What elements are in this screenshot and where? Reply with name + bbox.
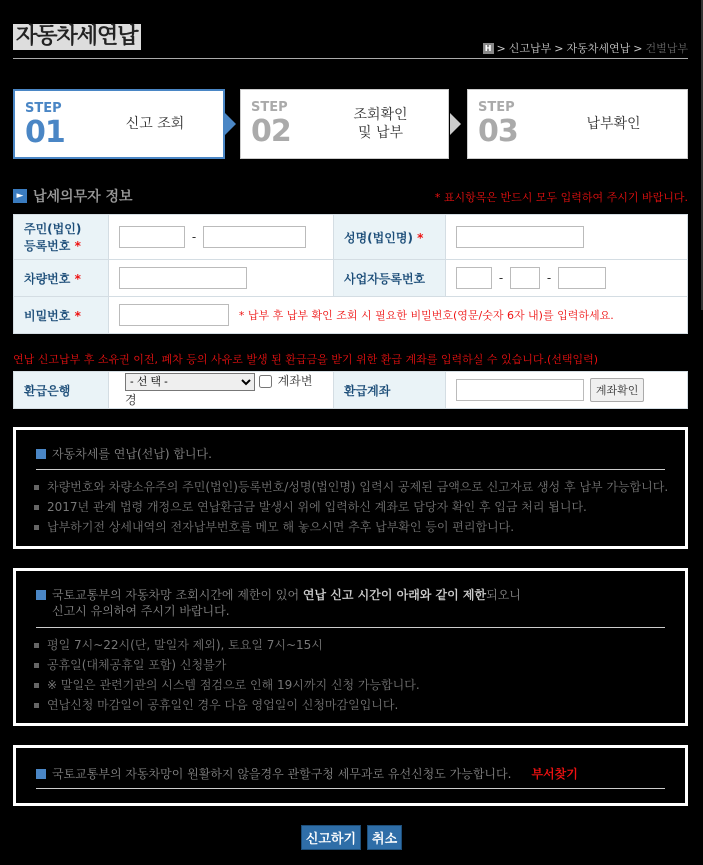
account-change-checkbox[interactable] [259,375,272,388]
account-check-button[interactable]: 계좌확인 [590,378,645,402]
name-input[interactable] [456,226,584,248]
step-number: 02 [251,114,291,149]
notice-box-1 [13,427,688,549]
step-indicator [13,89,688,159]
password-cell [109,297,688,334]
bullet-icon [34,643,39,648]
notice-box-2 [13,568,688,726]
cancel-button[interactable]: 취소 [367,825,402,850]
section-header [13,186,133,206]
step-label: 납부확인 [586,116,641,132]
biz-number-input-2[interactable] [510,267,540,289]
list-item: 공휴일(대체공휴일 포함) 신청불가 [34,655,670,675]
vehicle-number-label: 차량번호 * [14,260,109,297]
step-word: STEP [478,100,515,115]
resident-number-label: 주민(법인) 등록번호 * [14,215,109,260]
breadcrumb-item-annual[interactable]: 자동차세연납 [566,42,631,55]
refund-bank-cell [109,372,334,409]
biz-number-input-3[interactable] [558,267,606,289]
refund-account-cell [446,372,688,409]
step-number: 01 [25,115,65,150]
step-3 [467,89,688,159]
refund-account-label: 환급계좌 [334,372,446,409]
bullet-square-icon [36,769,46,779]
section-title: 납세의무자 정보 [33,189,133,205]
home-icon[interactable]: H [483,43,494,54]
vehicle-number-input[interactable] [119,267,247,289]
resident-number-front-input[interactable] [119,226,185,248]
refund-bank-select[interactable] [125,373,255,391]
biz-number-input-1[interactable] [456,267,492,289]
page-title: 자동차세연납 [13,24,141,50]
step-label: 신고 조회 [125,116,185,132]
list-item: 차량번호와 차량소유주의 주민(법인)등록번호/성명(법인명) 입력시 공제된 금액으로 신고자료 생성 후 납부 가능합니다. [34,477,670,497]
refund-note: 연납 신고납부 후 소유권 이전, 폐차 등의 사유로 발생 된 환급금을 받기 위한 환급 계좌를 입력하실 수 있습니다.(선택입력) [13,353,599,366]
bullet-icon [34,683,39,688]
list-item: 납부하기전 상세내역의 전자납부번호를 메모 해 놓으시면 추후 납부확인 등이 편리합니다. [34,517,670,537]
bullet-icon [34,663,39,668]
refund-form [13,371,688,409]
notice-heading: 자동차세를 연납(선납) 합니다. [36,446,665,462]
vehicle-number-cell [109,260,334,297]
step-word: STEP [251,100,288,115]
list-item: 평일 7시~22시(단, 말일자 제외), 토요일 7시~15시 [34,635,670,655]
bullet-icon [34,505,39,510]
breadcrumb-sep: > [554,41,564,55]
biz-number-label: 사업자등록번호 [334,260,446,297]
step-2 [240,89,449,159]
notice-heading: 국토교통부의 자동차망 조회시간에 제한이 있어 연납 신고 시간이 아래와 같이 제한되오니 신고시 유의하여 주시기 바랍니다. [36,587,665,619]
resident-number-back-input[interactable] [203,226,306,248]
list-item: 2017년 관계 법령 개정으로 연납환급금 발생시 위에 입력하신 계좌로 담당자 확인 후 입금 처리 됩니다. [34,497,670,517]
step-arrow-icon [450,113,461,135]
required-note: * 표시항목은 반드시 모두 입력하여 주시기 바랍니다. [434,191,688,204]
step-word: STEP [25,101,62,116]
account-change-label: 계좌변경 [125,374,313,407]
bullet-square-icon [36,449,46,459]
list-item: ※ 말일은 관련기관의 시스템 점검으로 인해 19시까지 신청 가능합니다. [34,675,670,695]
breadcrumb [483,40,688,56]
notice-divider [36,469,665,470]
name-label: 성명(법인명) * [334,215,446,260]
refund-account-input[interactable] [456,379,584,401]
name-cell [446,215,688,260]
breadcrumb-item-current: 건별납부 [645,42,688,55]
bullet-square-icon [36,590,46,600]
arrow-box-icon: ► [13,189,27,203]
refund-bank-label: 환급은행 [14,372,109,409]
resident-number-cell: - [109,215,334,260]
bullet-icon [34,485,39,490]
password-label: 비밀번호 * [14,297,109,334]
password-note: * 납부 후 납부 확인 조회 시 필요한 비밀번호(영문/숫자 6자 내)를 입력하세요. [238,309,614,322]
step-label: 조회확인 및 납부 [353,107,408,141]
find-department-link[interactable]: 부서찾기 [531,767,578,781]
notice-list [34,477,670,537]
action-buttons [0,825,703,850]
password-input[interactable] [119,304,229,326]
title-divider [13,58,688,59]
notice-box-3 [13,745,688,806]
bullet-icon [34,703,39,708]
step-arrow-icon [225,113,236,135]
notice-heading: 국토교통부의 자동차망이 원활하지 않을경우 관할구청 세무과로 유선신청도 가능합니다. 부서찾기 [36,766,665,782]
submit-button[interactable]: 신고하기 [301,825,361,850]
list-item: 연납신청 마감일이 공휴일인 경우 다음 영업일이 신청마감일입니다. [34,695,670,715]
breadcrumb-sep: > [633,41,643,55]
notice-list [34,635,670,715]
step-number: 03 [478,114,518,149]
taxpayer-form [13,214,688,334]
step-1 [13,89,225,159]
notice-divider [36,788,665,789]
bullet-icon [34,525,39,530]
breadcrumb-item-report[interactable]: 신고납부 [508,42,552,55]
biz-number-cell: - - [446,260,688,297]
notice-divider [36,627,665,628]
breadcrumb-sep: > [496,41,506,55]
